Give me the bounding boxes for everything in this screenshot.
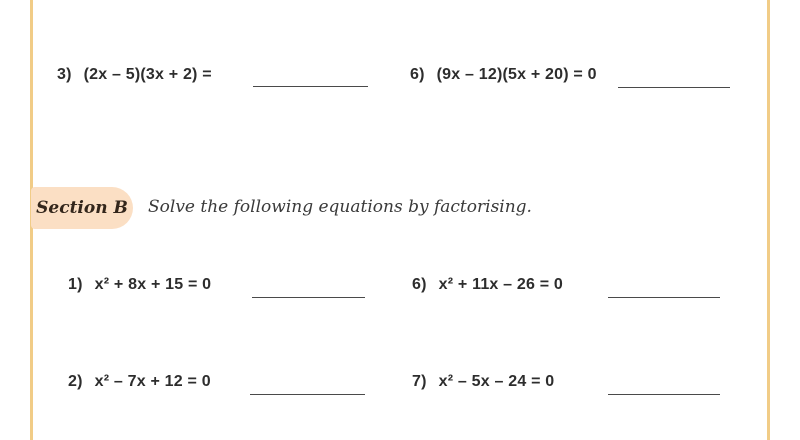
problem-1 bbox=[68, 276, 211, 294]
section-b-badge bbox=[31, 187, 133, 229]
answer-blank[interactable] bbox=[253, 86, 368, 87]
problem-equation: x² – 5x – 24 = 0 bbox=[438, 373, 555, 390]
problem-number: 6) bbox=[412, 276, 427, 293]
problem-number: 6) bbox=[410, 66, 425, 83]
problem-equation: (9x – 12)(5x + 20) = 0 bbox=[436, 66, 597, 83]
answer-blank[interactable] bbox=[250, 394, 365, 395]
problem-2 bbox=[68, 373, 211, 391]
problem-equation: x² – 7x + 12 = 0 bbox=[94, 373, 211, 390]
answer-blank[interactable] bbox=[608, 297, 720, 298]
problem-number: 2) bbox=[68, 373, 83, 390]
answer-blank[interactable] bbox=[608, 394, 720, 395]
problem-equation: x² + 11x – 26 = 0 bbox=[438, 276, 564, 293]
problem-number: 7) bbox=[412, 373, 427, 390]
problem-6-top bbox=[410, 66, 597, 84]
problem-number: 1) bbox=[68, 276, 83, 293]
answer-blank[interactable] bbox=[618, 87, 730, 88]
problem-equation: x² + 8x + 15 = 0 bbox=[94, 276, 212, 293]
section-b-label: Section B bbox=[36, 198, 128, 218]
problem-6 bbox=[412, 276, 563, 294]
problem-3 bbox=[57, 66, 212, 84]
problem-number: 3) bbox=[57, 66, 72, 83]
section-b-instruction: Solve the following equations by factorising. bbox=[148, 197, 532, 217]
problem-equation: (2x – 5)(3x + 2) = bbox=[83, 66, 212, 83]
problem-7 bbox=[412, 373, 554, 391]
answer-blank[interactable] bbox=[252, 297, 365, 298]
page-right-border-rule bbox=[767, 0, 770, 440]
